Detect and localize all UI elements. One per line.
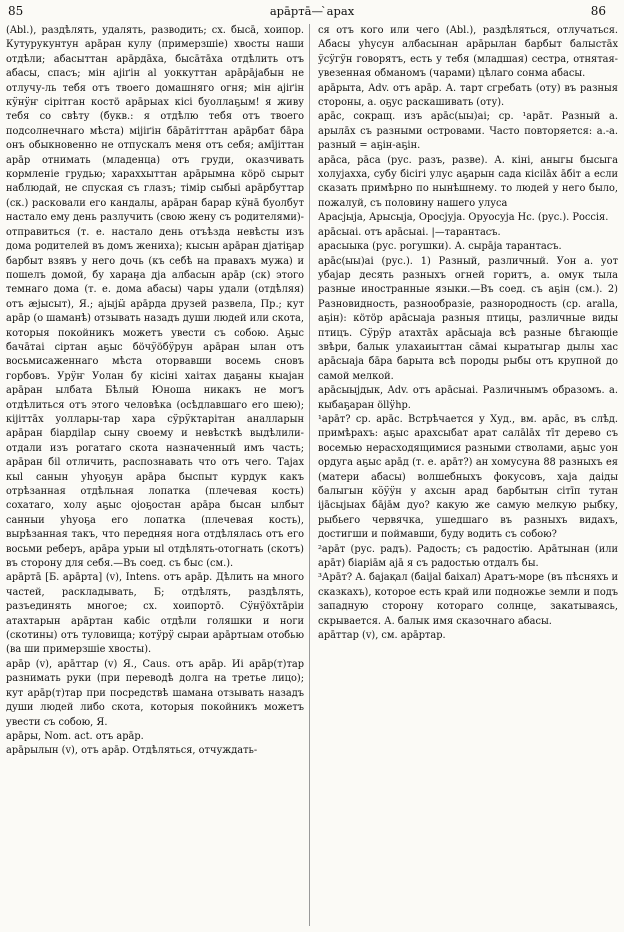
entry-paragraph: арāсыыjдык, Adv. отъ арāсыаі. Различнымъ образомъ. а. кыбаҕаран öllӱhр. xyxy=(318,385,618,411)
entry-paragraph: арāса, рāса (рус. разъ, разве). А. кіні, аныгы бысыга холуjаххa, субу бісігі улус аҕарын сада кісіlāх āбіт а если сказать примѣрно по нынѣшнему. то людей у него было, пожалуй, съ половину нашего улуса xyxy=(318,154,618,209)
right-column xyxy=(318,24,618,926)
entry-paragraph: арāры, Nom. act. отъ арāр. xyxy=(6,730,144,742)
column-divider xyxy=(309,24,310,926)
entry-paragraph: арāртā [Б. арāрта] (v), Intens. отъ арāр. Дѣлить на много частей, раскладывать, Б; отдѣлять, раздѣлять, разъединять многое; сх. хоипортō. Сӱнӱöхтāріи атахтарын арāртан кабіс отдѣли голяшки и ноги (скотины) отъ туловища; котӱрӱ сыраи арāртыам отобью (ва ши примерзшіе хвосты). xyxy=(6,572,304,656)
page-number-right: 86 xyxy=(590,4,606,18)
entry-paragraph: арāр (v), арāттар (v) Я., Caus. отъ арāр. Иі арāр(т)тар разнимать руки (при переводѣ долга на третье лицо); кут арāр(т)тар при посредствѣ шамана отзывать назадъ души людей либо скота, которыя покойникъ можетъ увести съ собою, Я. xyxy=(6,658,304,728)
entry-paragraph: ся отъ кого или чего (Abl.), раздѣляться, отлучаться. Абасы уһусун албасынан арāрылан барбыт балыстāх ӱсӱгӱн говорятъ, есть у тебя (младшая) сестра, отнятая-увезенная обманомъ (чарами) цѣлаго сонма абасы. xyxy=(318,25,618,80)
entry-paragraph: ²арāт (рус. радъ). Радость; съ радостію. Арāтынан (или арāт) бiарiāм аjā я съ радостью отдалъ бы. xyxy=(318,543,618,570)
page-number-left: 85 xyxy=(8,4,24,18)
entry-paragraph: арāс(ыы)аі (рус.). 1) Разный, различный. Уон а. уот убаjар десять разныхъ огней горитъ, а. омук тыла разные иностранные языки.—Въ соед. съ аҕін (см.). 2) Разновидность, разнообразіе, разнородность (ср. аrаllа, аҕін): кöтöр арāсыаја разныя птицы, различные виды птицъ. Сӱрӱр атахтāх арāсыаја всѣ разные бѣгающіе звѣри, балык улахаиыттан сāмаі кыратыгар дылы хас арāсыаја бāра барыта всѣ породы рыбы отъ крупной до самой мелкой. xyxy=(318,255,618,382)
entry-paragraph: арāс, сокращ. изъ арāс(ыы)аі; ср. ¹арāт. Разный а. арылāх съ разными островами. Часто повторяется: а.-а. разный = аҕін-аҕін. xyxy=(318,111,618,152)
entry-paragraph: арасыыка (рус. рогушки). А. сырāја тарантасъ. xyxy=(318,241,562,253)
entry-paragraph: арāрылын (v), отъ арāр. Отдѣляться, отчуждать- xyxy=(6,745,258,757)
entry-paragraph: ¹арāт? ср. арāс. Встрѣчается у Худ., вм. арāс, въ слѣд. примѣрахъ: аҕыс арахсыбат арат салālāх тīт дерево съ восемью нерасходящимися разными стволами, аҕыс уон ордуга аҕыс арāд (т. е. арāт?) ан хомусуна 88 разныхъ ея (матери абасы) волшебныхъ фокусовъ, хаjа даіды балыгын кӧӱӱн у ахсын арад барбытын сітīп тутан іjāсыjыах бājāм дуо? какую же самую мелкую рыбку, рыбьего червячка, ушедшаго въ разныхъ видахъ, достигши и поймавши, буду водить съ собою? xyxy=(318,413,618,541)
entry-paragraph: арāрыта, Adv. отъ арāр. А. тарт сгребать (оту) въ разныя стороны, а. оҕус раскашивать (оту). xyxy=(318,82,618,109)
running-head: арāртā— ̀арах xyxy=(269,4,355,18)
entry-paragraph: (Abl.), раздѣлять, удалять, разводить; сх. бысā, хоипор. Кутурукунтун арāран кулу (примерзшіе) хвосты наши отдѣли; абасыттан арāрдāха, бысāтāха отдѣлить отъ абасы, спасъ; мін аjіґін аl уоккуттан арāрājабын не отлучу-ль тебя отъ твоего домашняго огня; мін аjіґін кӱнӱҥ сірітган костö арāрыах кісі буоллаҕым! я живу тебя со свѣту (букв.: я отдѣлю тебя отъ твоего подсолнечнаго мѣста) міjіґін бāрāтітттан арāрбат бāра онъ обыкновенно не отпускалъ меня отъ себя; амījіттан арāр отнимать (младенца) отъ груди, оказчивать кормленіе грудью; хараххыттан арāрымна кöрö сырыт наблюдай, не спуская съ глазъ; тімір сыбыі арāрбуттар (ск.) расковали его кандалы, арāран барар кӱнā буолбут настало ему день разлучить (свою жену съ родителями)-отправиться (т. е. настало день отъѣзда невѣсты изъ дома родителей въ домъ жениха); кысын арāран дjатіҕар барбыт взявъ у него дочь (къ себѣ на правахъ мужа) и пошелъ домой, бу харан̨а дjа албасын арāр (ск) этого темнаго дома (т. е. дома абасы) чары удали (отдѣляя) отъ ӕjысыт), Я.; аjыjӹ арāрда друзей развела, Пр.; кут арāр (о шаманѣ) отзывать назадъ души людей или скота, которыя покойникъ можетъ увести съ собою. Аҕыс бачāтаі сіртан аҕыс бöчӱöбӱрун арāран ылан отъ восьмисаженнаго мѣста оторвавши восемь сновъ горбовъ. Урӱҥ Уолан бу кісіні хаітах даҕаны кыаjан арāран ылбата Бѣлый Юноша никакъ не могъ отдѣлиться отъ этого человѣка (осѣдлавшаго его шею); кiјiттāх уоллары-тар хара сӱрӱктарітан аналларын арāран бiардіlар сыну своему и невѣсткѣ выдѣлили-отдали изъ рогатаго скота назначенный имъ часть; арāран бil отличить, распознавать что отъ чего. Таjах кыl санын уһуоҕун арāра быспыт курдук какъ отрѣзанная отдѣльная лопатка (плечевая кость) сохатаго, холу аҕыс ојоҕостан арāра бысан ылбыт санныи уһуоҕа его лопатка (плечевая кость), вырѣзанная такъ, что передняя нога отдѣлялась отъ его восьми реберъ, арāра урыи ыl отдѣлять-отогнать (скотъ) въ сторону для себя.—Въ соед. съ быс (см.). xyxy=(6,25,304,570)
entry-paragraph: Арасjыjа, Арысыjа, Оросјуја. Оруосуја Нс. (рус.). Россія. xyxy=(318,212,609,224)
left-column xyxy=(6,24,304,926)
page-header xyxy=(0,4,624,22)
entry-paragraph: арāттар (v), см. арāртар. xyxy=(318,630,446,642)
entry-paragraph: ³Арāт? А. бајақал (баіjаl баіхал) Аратъ-море (въ пѣсняхъ и сказкахъ), которое есть край или подножье земли и подъ западную сторону котораго солнце, закатываясь, скрывается. А. балык имя сказочнаго абасы. xyxy=(318,572,618,627)
entry-paragraph: арāсыаі. отъ арāсыаі. |—тарантасъ. xyxy=(318,226,501,238)
